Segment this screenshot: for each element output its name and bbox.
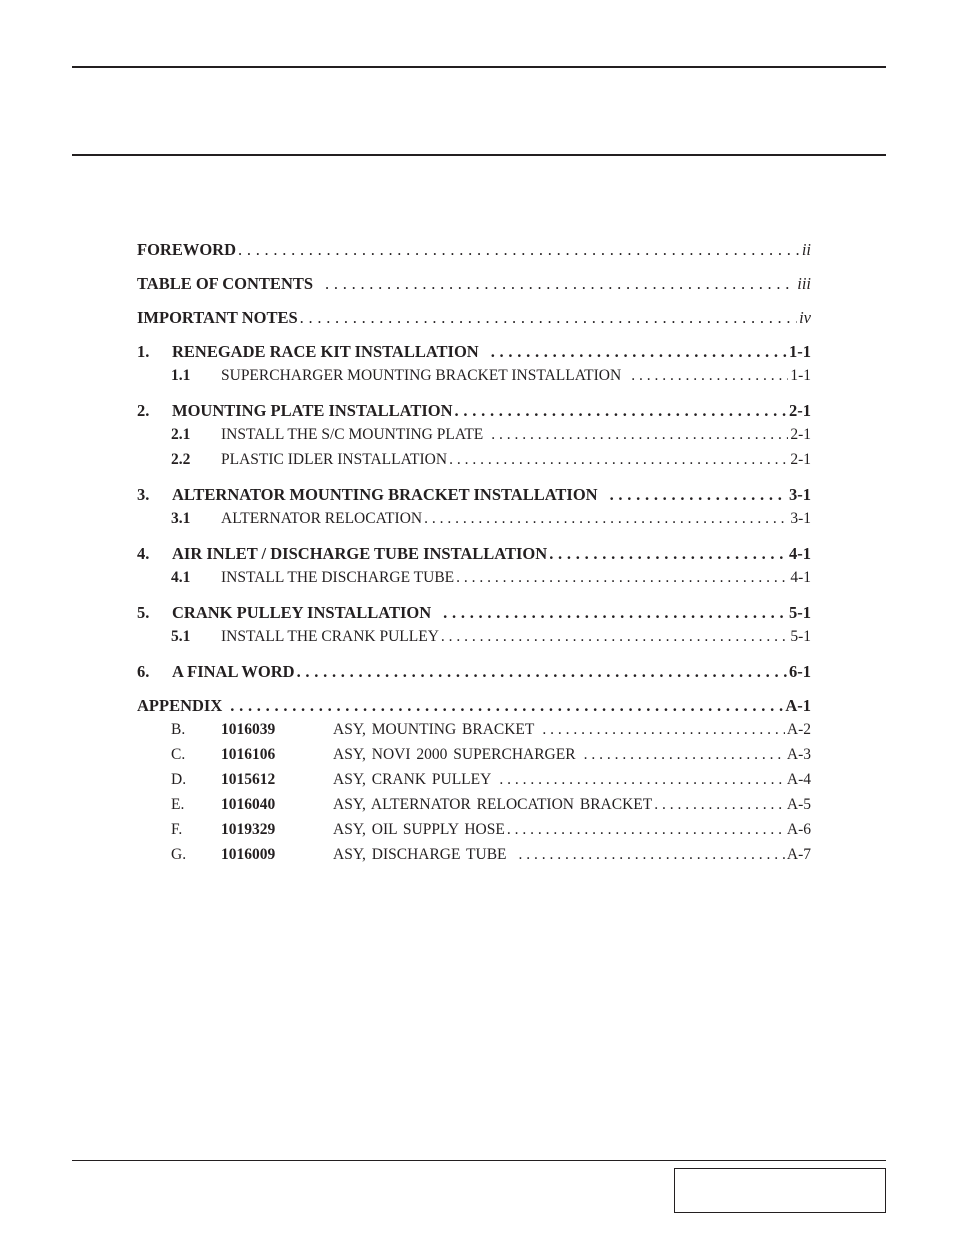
toc-entry-title: IMPORTANT NOTES: [137, 308, 298, 327]
appendix-item-part-number: 1016106: [221, 746, 276, 763]
section-page: 2-1: [789, 401, 811, 420]
toc-subsection-3-1[interactable]: [137, 510, 811, 544]
subsection-number: 2.2: [171, 451, 191, 468]
section-page: 5-1: [789, 603, 811, 622]
appendix-item-part-number: 1015612: [221, 771, 276, 788]
header-rule-top: [72, 66, 886, 68]
toc-entry-foreword[interactable]: [137, 240, 811, 274]
dot-leader: [549, 544, 787, 564]
dot-leader: [424, 510, 788, 528]
subsection-number: 1.1: [171, 367, 191, 384]
dot-leader: [443, 603, 787, 623]
table-of-contents: [137, 240, 811, 871]
subsection-title: ALTERNATOR RELOCATION: [221, 510, 423, 527]
section-number: 6.: [137, 662, 150, 681]
appendix-item-title: ASY, MOUNTING BRACKET: [333, 721, 535, 738]
dot-leader: [300, 308, 797, 328]
section-title: MOUNTING PLATE INSTALLATION: [172, 401, 453, 420]
subsection-number: 5.1: [171, 628, 191, 645]
toc-section-4[interactable]: [137, 544, 811, 569]
appendix-item[interactable]: [137, 771, 811, 796]
toc-section-3[interactable]: [137, 485, 811, 510]
appendix-item-title: ASY, NOVI 2000 SUPERCHARGER: [333, 746, 576, 763]
section-page: 1-1: [789, 342, 811, 361]
toc-section-6[interactable]: [137, 662, 811, 696]
toc-entry-page: iv: [799, 308, 811, 327]
subsection-page: 4-1: [790, 569, 811, 586]
appendix-item-page: A-4: [786, 771, 811, 788]
toc-entry-title: TABLE OF CONTENTS: [137, 274, 314, 293]
toc-entry-page: ii: [801, 240, 811, 259]
subsection-title: SUPERCHARGER MOUNTING BRACKET INSTALLATION: [221, 367, 622, 384]
toc-subsection-4-1[interactable]: [137, 569, 811, 603]
appendix-item[interactable]: [137, 846, 811, 871]
toc-section-1[interactable]: [137, 342, 811, 367]
appendix-item-letter: C.: [171, 746, 186, 763]
dot-leader: [499, 771, 785, 789]
section-title: AIR INLET / DISCHARGE TUBE INSTALLATION: [172, 544, 548, 563]
toc-entry-title: FOREWORD: [137, 240, 236, 259]
subsection-page: 2-1: [790, 426, 811, 443]
toc-entry-table-of-contents[interactable]: [137, 274, 811, 308]
appendix-item-page: A-6: [786, 821, 811, 838]
section-number: 1.: [137, 342, 150, 361]
dot-leader: [238, 240, 800, 260]
toc-subsection-2-2[interactable]: [137, 451, 811, 485]
appendix-item-part-number: 1016039: [221, 721, 276, 738]
section-number: 3.: [137, 485, 150, 504]
appendix-item-part-number: 1019329: [221, 821, 276, 838]
dot-leader: [456, 569, 788, 587]
appendix-item-page: A-7: [786, 846, 811, 863]
dot-leader: [542, 721, 785, 739]
section-page: 3-1: [789, 485, 811, 504]
subsection-title: INSTALL THE CRANK PULLEY: [221, 628, 439, 645]
toc-entry-page: iii: [797, 274, 811, 293]
toc-section-5[interactable]: [137, 603, 811, 628]
toc-appendix[interactable]: [137, 696, 811, 721]
section-number: 2.: [137, 401, 150, 420]
subsection-title: INSTALL THE S/C MOUNTING PLATE: [221, 426, 484, 443]
subsection-number: 4.1: [171, 569, 191, 586]
toc-entry-important-notes[interactable]: [137, 308, 811, 342]
subsection-title: INSTALL THE DISCHARGE TUBE: [221, 569, 455, 586]
appendix-item[interactable]: [137, 821, 811, 846]
section-title: A FINAL WORD: [172, 662, 295, 681]
dot-leader: [584, 746, 785, 764]
appendix-item[interactable]: [137, 721, 811, 746]
header-rule-bottom: [72, 154, 886, 156]
section-number: 5.: [137, 603, 150, 622]
appendix-item-page: A-2: [786, 721, 811, 738]
dot-leader: [507, 821, 785, 839]
appendix-item-letter: E.: [171, 796, 185, 813]
appendix-page: A-1: [785, 696, 811, 715]
appendix-title: APPENDIX: [137, 696, 223, 715]
subsection-page: 2-1: [790, 451, 811, 468]
dot-leader: [491, 426, 788, 444]
appendix-item-page: A-5: [786, 796, 811, 813]
dot-leader: [491, 342, 787, 362]
toc-subsection-2-1[interactable]: [137, 426, 811, 451]
subsection-number: 2.1: [171, 426, 191, 443]
appendix-item-page: A-3: [786, 746, 811, 763]
appendix-item-part-number: 1016009: [221, 846, 276, 863]
footer-rule: [72, 1160, 886, 1161]
dot-leader: [449, 451, 788, 469]
subsection-page: 1-1: [790, 367, 811, 384]
toc-subsection-5-1[interactable]: [137, 628, 811, 662]
subsection-page: 3-1: [790, 510, 811, 527]
dot-leader: [631, 367, 788, 385]
dot-leader: [455, 401, 787, 421]
appendix-item-letter: B.: [171, 721, 186, 738]
appendix-item-title: ASY, ALTERNATOR RELOCATION BRACKET: [333, 796, 653, 813]
appendix-item-letter: G.: [171, 846, 187, 863]
appendix-item-letter: D.: [171, 771, 187, 788]
dot-leader: [325, 274, 795, 294]
subsection-number: 3.1: [171, 510, 191, 527]
dot-leader: [230, 696, 783, 716]
section-page: 4-1: [789, 544, 811, 563]
appendix-item-title: ASY, OIL SUPPLY HOSE: [333, 821, 505, 838]
section-title: RENEGADE RACE KIT INSTALLATION: [172, 342, 479, 361]
section-title: CRANK PULLEY INSTALLATION: [172, 603, 432, 622]
appendix-item-part-number: 1016040: [221, 796, 276, 813]
toc-subsection-1-1[interactable]: [137, 367, 811, 401]
section-page: 6-1: [789, 662, 811, 681]
toc-section-2[interactable]: [137, 401, 811, 426]
appendix-item-letter: F.: [171, 821, 183, 838]
dot-leader: [610, 485, 787, 505]
section-title: ALTERNATOR MOUNTING BRACKET INSTALLATION: [172, 485, 598, 504]
appendix-item[interactable]: [137, 796, 811, 821]
subsection-title: PLASTIC IDLER INSTALLATION: [221, 451, 448, 468]
appendix-item-title: ASY, CRANK PULLEY: [333, 771, 492, 788]
footer-box: [674, 1168, 886, 1213]
appendix-item-title: ASY, DISCHARGE TUBE: [333, 846, 507, 863]
dot-leader: [654, 796, 785, 814]
dot-leader: [297, 662, 787, 682]
dot-leader: [441, 628, 788, 646]
dot-leader: [519, 846, 785, 864]
section-number: 4.: [137, 544, 150, 563]
appendix-item[interactable]: [137, 746, 811, 771]
subsection-page: 5-1: [790, 628, 811, 645]
